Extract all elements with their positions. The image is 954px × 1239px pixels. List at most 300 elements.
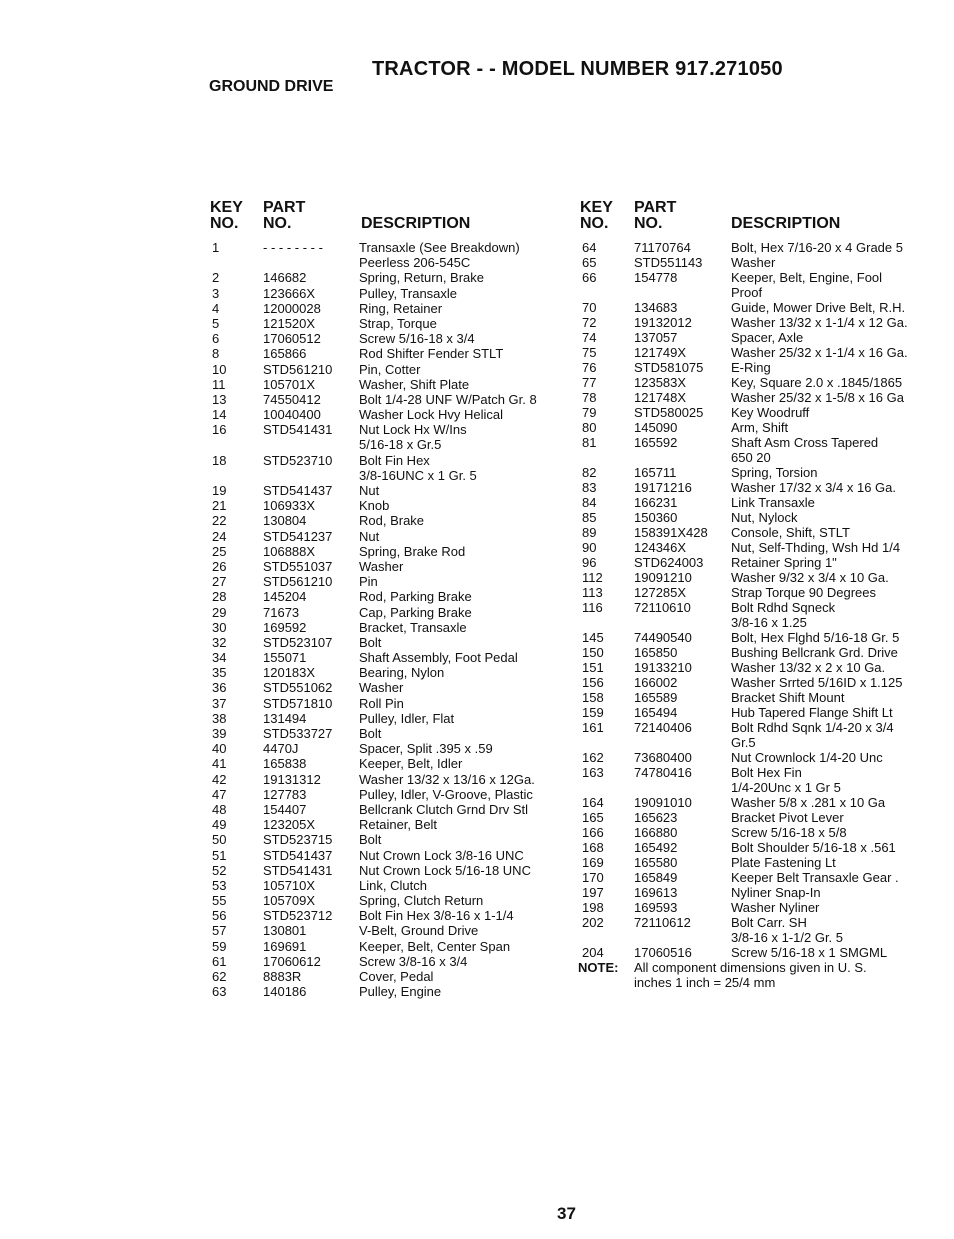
part-description: Bushing Bellcrank Grd. Drive bbox=[731, 645, 898, 660]
part-row bbox=[210, 696, 570, 711]
part-row bbox=[580, 240, 940, 255]
part-description: Washer 13/32 x 13/16 x 12Ga. bbox=[359, 771, 535, 787]
part-row bbox=[580, 600, 940, 630]
part-description: 1/4-20Unc x 1 Gr 5 bbox=[731, 780, 841, 795]
part-row bbox=[580, 840, 940, 855]
part-number: 71170764 bbox=[634, 240, 691, 255]
part-description: Key Woodruff bbox=[731, 405, 810, 420]
parts-column-left bbox=[210, 200, 570, 999]
part-description: Nut, Self-Thding, Wsh Hd 1/4 bbox=[731, 540, 901, 555]
part-description: Washer, Shift Plate bbox=[359, 376, 470, 392]
part-number: STD541237 bbox=[263, 528, 333, 544]
part-description: Cap, Parking Brake bbox=[359, 604, 472, 620]
part-number: 130801 bbox=[263, 923, 307, 939]
key-number: 26 bbox=[212, 558, 227, 574]
part-number: 121520X bbox=[263, 315, 316, 331]
part-number: STD581075 bbox=[634, 360, 704, 375]
key-header-line1: KEY bbox=[210, 199, 243, 216]
key-number: 47 bbox=[212, 786, 227, 802]
part-row bbox=[210, 878, 570, 893]
part-row bbox=[210, 908, 570, 923]
part-description: Cover, Pedal bbox=[359, 969, 434, 985]
part-row bbox=[210, 392, 570, 407]
part-row bbox=[580, 765, 940, 795]
part-row bbox=[210, 513, 570, 528]
part-number: 166231 bbox=[634, 495, 678, 510]
part-number: STD523107 bbox=[263, 634, 333, 650]
part-row bbox=[210, 483, 570, 498]
part-description: Nut Lock Hx W/Ins bbox=[359, 422, 467, 438]
part-header-line2: NO. bbox=[634, 215, 663, 232]
key-number: 81 bbox=[582, 435, 597, 450]
column-header bbox=[580, 200, 940, 240]
key-number: 56 bbox=[212, 908, 227, 924]
part-description: Pulley, Engine bbox=[359, 984, 442, 1000]
part-number: STD541437 bbox=[263, 847, 333, 863]
part-description: Washer Srrted 5/16ID x 1.125 bbox=[731, 675, 903, 690]
part-description: Bracket Shift Mount bbox=[731, 690, 845, 705]
part-description: Strap, Torque bbox=[359, 315, 437, 331]
part-number: 169613 bbox=[634, 885, 678, 900]
part-description: 5/16-18 x Gr.5 bbox=[359, 437, 442, 453]
part-row bbox=[210, 316, 570, 331]
key-number: 77 bbox=[582, 375, 597, 390]
part-number: 165623 bbox=[634, 810, 678, 825]
part-row bbox=[210, 787, 570, 802]
key-number: 50 bbox=[212, 832, 227, 848]
part-number: 166002 bbox=[634, 675, 678, 690]
part-row bbox=[580, 945, 940, 960]
part-number: 120183X bbox=[263, 665, 316, 681]
part-number: 155071 bbox=[263, 650, 307, 666]
part-number: 105701X bbox=[263, 376, 316, 392]
key-number: 39 bbox=[212, 726, 227, 742]
part-description: Spacer, Split .395 x .59 bbox=[359, 741, 493, 757]
part-number: STD523710 bbox=[263, 452, 333, 468]
part-row bbox=[580, 360, 940, 375]
part-number: - - - - - - - - bbox=[263, 240, 323, 255]
part-description: Nut, Nylock bbox=[731, 510, 798, 525]
part-row bbox=[580, 465, 940, 480]
part-description: Peerless 206-545C bbox=[359, 255, 471, 271]
part-row bbox=[580, 375, 940, 390]
part-number: 158391X428 bbox=[634, 525, 708, 540]
part-row bbox=[210, 286, 570, 301]
part-description: Washer 25/32 x 1-1/4 x 16 Ga. bbox=[731, 345, 908, 360]
key-number: 76 bbox=[582, 360, 597, 375]
part-number: 165580 bbox=[634, 855, 678, 870]
key-number: 145 bbox=[582, 630, 604, 645]
key-number: 112 bbox=[582, 570, 603, 585]
key-number: 202 bbox=[582, 915, 604, 930]
part-description: Spacer, Axle bbox=[731, 330, 804, 345]
part-number: 146682 bbox=[263, 270, 307, 286]
part-description: 3/8-16UNC x 1 Gr. 5 bbox=[359, 467, 477, 483]
part-number: 166880 bbox=[634, 825, 678, 840]
part-row bbox=[210, 559, 570, 574]
part-description: Pulley, Idler, V-Groove, Plastic bbox=[359, 786, 533, 802]
part-number: STD561210 bbox=[263, 361, 333, 377]
key-number: 62 bbox=[212, 969, 227, 985]
part-description: Washer 25/32 x 1-5/8 x 16 Ga bbox=[731, 390, 904, 405]
part-row bbox=[580, 300, 940, 315]
part-number: 145090 bbox=[634, 420, 678, 435]
key-number: 166 bbox=[582, 825, 604, 840]
part-row bbox=[580, 405, 940, 420]
part-number: 72110610 bbox=[634, 600, 691, 615]
key-number: 36 bbox=[212, 680, 227, 696]
part-description: Gr.5 bbox=[731, 735, 756, 750]
part-description: Rod, Parking Brake bbox=[359, 589, 472, 605]
key-number: 163 bbox=[582, 765, 604, 780]
part-number: 17060512 bbox=[263, 331, 321, 347]
part-description: Washer 13/32 x 2 x 10 Ga. bbox=[731, 660, 886, 675]
key-number: 204 bbox=[582, 945, 604, 960]
key-number: 198 bbox=[582, 900, 604, 915]
key-number: 168 bbox=[582, 840, 604, 855]
key-number: 18 bbox=[212, 452, 227, 468]
key-number: 22 bbox=[212, 513, 227, 529]
key-number: 29 bbox=[212, 604, 227, 620]
part-row bbox=[580, 420, 940, 435]
part-description: Transaxle (See Breakdown) bbox=[359, 240, 520, 255]
key-header-line1: KEY bbox=[580, 199, 613, 216]
key-number: 57 bbox=[212, 923, 227, 939]
part-row bbox=[210, 453, 570, 483]
key-number: 6 bbox=[212, 331, 220, 347]
key-number: 61 bbox=[212, 953, 227, 969]
part-number: 154778 bbox=[634, 270, 678, 285]
part-number: 169592 bbox=[263, 619, 307, 635]
key-number: 165 bbox=[582, 810, 604, 825]
part-number: 127285X bbox=[634, 585, 687, 600]
part-row bbox=[210, 680, 570, 695]
parts-list bbox=[580, 240, 940, 990]
parts-column-right bbox=[580, 200, 940, 990]
part-row bbox=[210, 270, 570, 285]
part-description: Shaft Asm Cross Tapered bbox=[731, 435, 879, 450]
part-number: 145204 bbox=[263, 589, 307, 605]
part-row bbox=[580, 750, 940, 765]
part-row bbox=[210, 529, 570, 544]
part-description: Spring, Return, Brake bbox=[359, 270, 485, 286]
key-number: 24 bbox=[212, 528, 227, 544]
part-number: 169691 bbox=[263, 938, 307, 954]
part-description: Screw 3/8-16 x 3/4 bbox=[359, 953, 468, 969]
part-row bbox=[210, 726, 570, 741]
part-row bbox=[210, 939, 570, 954]
key-number: 13 bbox=[212, 391, 227, 407]
part-description: Bolt Carr. SH bbox=[731, 915, 807, 930]
part-row bbox=[580, 525, 940, 540]
part-row bbox=[580, 645, 940, 660]
note-row bbox=[580, 960, 940, 990]
part-number: STD533727 bbox=[263, 726, 333, 742]
part-row bbox=[210, 650, 570, 665]
part-number: 74550412 bbox=[263, 391, 321, 407]
description-header: DESCRIPTION bbox=[361, 215, 471, 232]
part-number: 123666X bbox=[263, 285, 316, 301]
part-description: Nut bbox=[359, 528, 380, 544]
part-number: STD571810 bbox=[263, 695, 333, 711]
part-number: 17060612 bbox=[263, 953, 321, 969]
part-row bbox=[210, 301, 570, 316]
part-description: Bracket, Transaxle bbox=[359, 619, 467, 635]
part-row bbox=[580, 660, 940, 675]
part-row bbox=[210, 331, 570, 346]
part-number: STD541431 bbox=[263, 422, 333, 438]
note-text: All component dimensions given in U. S. bbox=[634, 960, 867, 975]
part-number: 137057 bbox=[634, 330, 678, 345]
part-row bbox=[580, 255, 940, 270]
part-number: 165589 bbox=[634, 690, 678, 705]
part-number: 19132012 bbox=[634, 315, 692, 330]
part-number: 73680400 bbox=[634, 750, 692, 765]
page-title: TRACTOR - - MODEL NUMBER 917.271050 bbox=[372, 58, 783, 80]
part-description: Rod Shifter Fender STLT bbox=[359, 346, 504, 362]
parts-list bbox=[210, 240, 570, 999]
key-number: 90 bbox=[582, 540, 597, 555]
part-row bbox=[210, 574, 570, 589]
part-description: 650 20 bbox=[731, 450, 771, 465]
part-number: STD541437 bbox=[263, 483, 333, 499]
part-description: Link, Clutch bbox=[359, 877, 427, 893]
part-row bbox=[580, 885, 940, 900]
key-number: 65 bbox=[582, 255, 597, 270]
part-row bbox=[210, 407, 570, 422]
part-number: 106933X bbox=[263, 498, 316, 514]
part-number: STD551062 bbox=[263, 680, 333, 696]
part-description: Nut Crownlock 1/4-20 Unc bbox=[731, 750, 883, 765]
part-row bbox=[210, 711, 570, 726]
page-number: 37 bbox=[557, 1204, 576, 1223]
part-number: 19131312 bbox=[263, 771, 321, 787]
part-description: Plate Fastening Lt bbox=[731, 855, 836, 870]
part-description: Bolt Rdhd Sqnk 1/4-20 x 3/4 bbox=[731, 720, 894, 735]
part-number: 105710X bbox=[263, 877, 316, 893]
part-description: Rod, Brake bbox=[359, 513, 425, 529]
key-number: 113 bbox=[582, 585, 603, 600]
part-number: 74780416 bbox=[634, 765, 692, 780]
part-number: STD580025 bbox=[634, 405, 704, 420]
part-description: Spring, Brake Rod bbox=[359, 543, 466, 559]
part-row bbox=[210, 863, 570, 878]
part-row bbox=[210, 589, 570, 604]
part-number: STD551143 bbox=[634, 255, 703, 270]
key-number: 52 bbox=[212, 862, 227, 878]
part-number: 124346X bbox=[634, 540, 687, 555]
part-number: 169593 bbox=[634, 900, 678, 915]
part-number: 130804 bbox=[263, 513, 307, 529]
part-description: Ring, Retainer bbox=[359, 300, 443, 316]
part-description: 3/8-16 x 1.25 bbox=[731, 615, 807, 630]
part-description: Keeper, Belt, Engine, Fool bbox=[731, 270, 883, 285]
part-description: Nut Crown Lock 3/8-16 UNC bbox=[359, 847, 524, 863]
key-number: 197 bbox=[582, 885, 604, 900]
part-row bbox=[580, 585, 940, 600]
part-number: STD624003 bbox=[634, 555, 704, 570]
part-description: Keeper, Belt, Idler bbox=[359, 756, 463, 772]
key-number: 170 bbox=[582, 870, 604, 885]
part-row bbox=[580, 795, 940, 810]
key-number: 82 bbox=[582, 465, 597, 480]
part-description: Pulley, Transaxle bbox=[359, 285, 458, 301]
part-row bbox=[210, 923, 570, 938]
part-row bbox=[580, 510, 940, 525]
part-row bbox=[580, 675, 940, 690]
part-description: V-Belt, Ground Drive bbox=[359, 923, 479, 939]
part-number: 165838 bbox=[263, 756, 307, 772]
key-number: 80 bbox=[582, 420, 597, 435]
part-header-line1: PART bbox=[634, 199, 677, 216]
part-row bbox=[580, 690, 940, 705]
key-number: 16 bbox=[212, 422, 227, 438]
part-row bbox=[580, 480, 940, 495]
key-number: 158 bbox=[582, 690, 604, 705]
key-number: 59 bbox=[212, 938, 227, 954]
key-number: 30 bbox=[212, 619, 227, 635]
part-row bbox=[210, 893, 570, 908]
key-number: 21 bbox=[212, 498, 227, 514]
part-row bbox=[580, 705, 940, 720]
key-number: 42 bbox=[212, 771, 227, 787]
key-number: 162 bbox=[582, 750, 604, 765]
part-number: 165492 bbox=[634, 840, 678, 855]
part-number: 19091010 bbox=[634, 795, 692, 810]
part-row bbox=[210, 802, 570, 817]
key-number: 83 bbox=[582, 480, 597, 495]
key-number: 66 bbox=[582, 270, 597, 285]
key-number: 2 bbox=[212, 270, 220, 286]
section-subtitle: GROUND DRIVE bbox=[209, 78, 334, 95]
part-description: Pin bbox=[359, 574, 378, 590]
key-number: 156 bbox=[582, 675, 604, 690]
part-number: 19171216 bbox=[634, 480, 692, 495]
part-description: Screw 5/16-18 x 5/8 bbox=[731, 825, 847, 840]
part-row bbox=[580, 570, 940, 585]
part-number: 72140406 bbox=[634, 720, 692, 735]
part-description: 3/8-16 x 1-1/2 Gr. 5 bbox=[731, 930, 844, 945]
part-number: 105709X bbox=[263, 893, 316, 909]
part-number: STD523712 bbox=[263, 908, 333, 924]
part-number: 8883R bbox=[263, 969, 302, 985]
part-number: 72110612 bbox=[634, 915, 691, 930]
key-number: 49 bbox=[212, 817, 227, 833]
part-number: STD541431 bbox=[263, 862, 333, 878]
key-number: 51 bbox=[212, 847, 227, 863]
part-description: Bolt 1/4-28 UNF W/Patch Gr. 8 bbox=[359, 391, 537, 407]
key-number: 8 bbox=[212, 346, 220, 362]
key-number: 151 bbox=[582, 660, 604, 675]
part-header-line1: PART bbox=[263, 199, 306, 216]
key-number: 72 bbox=[582, 315, 597, 330]
key-number: 38 bbox=[212, 710, 227, 726]
part-row bbox=[580, 435, 940, 465]
part-row bbox=[580, 330, 940, 345]
part-number: 71673 bbox=[263, 604, 300, 620]
part-row bbox=[210, 346, 570, 361]
part-row bbox=[580, 315, 940, 330]
key-number: 70 bbox=[582, 300, 597, 315]
key-number: 64 bbox=[582, 240, 597, 255]
key-number: 41 bbox=[212, 756, 227, 772]
part-row bbox=[580, 270, 940, 300]
part-row bbox=[580, 495, 940, 510]
part-description: Bolt, Hex 7/16-20 x 4 Grade 5 bbox=[731, 240, 903, 255]
part-row bbox=[210, 240, 570, 270]
part-description: Knob bbox=[359, 498, 390, 514]
key-number: 19 bbox=[212, 483, 227, 499]
part-description: Screw 5/16-18 x 3/4 bbox=[359, 331, 475, 347]
part-description: Bolt Shoulder 5/16-18 x .561 bbox=[731, 840, 896, 855]
part-row bbox=[210, 498, 570, 513]
part-number: 165849 bbox=[634, 870, 678, 885]
part-description: Washer Lock Hvy Helical bbox=[359, 407, 504, 423]
part-row bbox=[210, 756, 570, 771]
key-number: 14 bbox=[212, 407, 227, 423]
part-row bbox=[210, 605, 570, 620]
part-number: 123583X bbox=[634, 375, 687, 390]
part-number: STD561210 bbox=[263, 574, 333, 590]
part-number: 127783 bbox=[263, 786, 307, 802]
part-description: Pin, Cotter bbox=[359, 361, 421, 377]
part-description: Washer 5/8 x .281 x 10 Ga bbox=[731, 795, 886, 810]
part-description: Bolt, Hex Flghd 5/16-18 Gr. 5 bbox=[731, 630, 900, 645]
key-number: 35 bbox=[212, 665, 227, 681]
part-description: Keeper, Belt, Center Span bbox=[359, 938, 511, 954]
part-number: 140186 bbox=[263, 984, 307, 1000]
key-number: 150 bbox=[582, 645, 604, 660]
part-description: Screw 5/16-18 x 1 SMGML bbox=[731, 945, 888, 960]
part-number: 150360 bbox=[634, 510, 678, 525]
part-row bbox=[580, 855, 940, 870]
key-number: 161 bbox=[582, 720, 604, 735]
key-header-line2: NO. bbox=[210, 215, 239, 232]
part-row bbox=[580, 390, 940, 405]
key-number: 37 bbox=[212, 695, 227, 711]
part-description: Washer bbox=[359, 680, 404, 696]
part-number: 165711 bbox=[634, 465, 677, 480]
part-description: Nut bbox=[359, 483, 380, 499]
part-row bbox=[210, 362, 570, 377]
part-row bbox=[580, 540, 940, 555]
key-number: 25 bbox=[212, 543, 227, 559]
part-row bbox=[210, 377, 570, 392]
part-description: Washer bbox=[731, 255, 776, 270]
key-number: 78 bbox=[582, 390, 597, 405]
key-number: 84 bbox=[582, 495, 597, 510]
part-description: Console, Shift, STLT bbox=[731, 525, 850, 540]
key-number: 3 bbox=[212, 285, 220, 301]
part-description: Bolt bbox=[359, 634, 382, 650]
part-row bbox=[210, 620, 570, 635]
part-row bbox=[580, 555, 940, 570]
part-number: 134683 bbox=[634, 300, 678, 315]
part-number: 165592 bbox=[634, 435, 678, 450]
key-number: 34 bbox=[212, 650, 227, 666]
part-description: Washer bbox=[359, 558, 404, 574]
part-number: STD523715 bbox=[263, 832, 333, 848]
part-description: Nyliner Snap-In bbox=[731, 885, 821, 900]
part-row bbox=[210, 422, 570, 452]
part-description: Hub Tapered Flange Shift Lt bbox=[731, 705, 893, 720]
part-number: 165494 bbox=[634, 705, 678, 720]
key-number: 159 bbox=[582, 705, 604, 720]
part-description: Bolt Fin Hex 3/8-16 x 1-1/4 bbox=[359, 908, 514, 924]
part-row bbox=[580, 630, 940, 645]
part-description: Arm, Shift bbox=[731, 420, 789, 435]
part-number: 165866 bbox=[263, 346, 307, 362]
